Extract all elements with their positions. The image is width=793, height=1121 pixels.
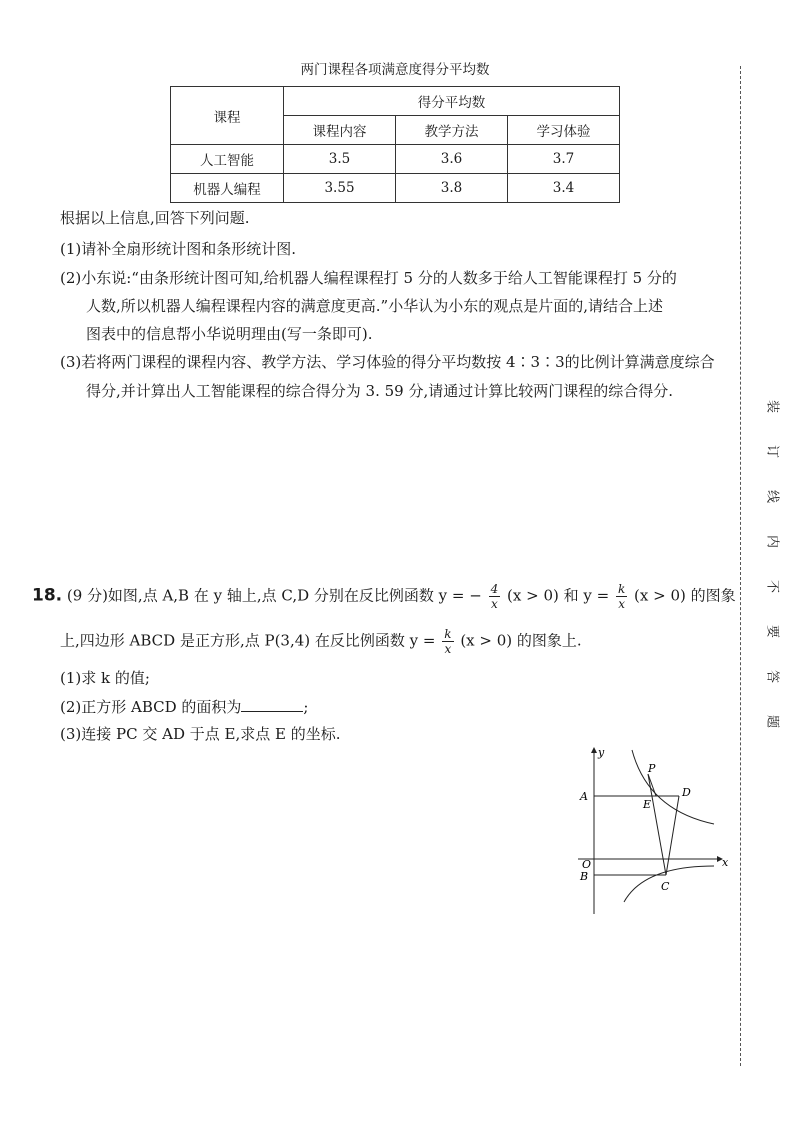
- label-O: O: [582, 858, 592, 871]
- q18-text: (9 分)如图,点 A,B 在 y 轴上,点 C,D 分别在反比例函数 y = −: [66, 586, 482, 605]
- segment-PE: [648, 774, 656, 796]
- label-E: E: [643, 798, 652, 811]
- table-col-header: 课程内容: [284, 116, 396, 145]
- label-x: x: [722, 856, 729, 869]
- q18-line1: [32, 582, 736, 611]
- scores-table: [170, 86, 620, 203]
- table-cell: 3.8: [396, 174, 508, 203]
- q18-text: (x > 0) 和 y =: [507, 586, 610, 605]
- coordinate-figure: [568, 742, 732, 918]
- fraction: $\frac{k}{x}$: [617, 582, 626, 611]
- q17-part2-line1: (2)小东说:“由条形统计图可知,给机器人编程课程打 5 分的人数多于给人工智能课程打 5 分的: [60, 269, 677, 287]
- fraction: $\frac{k}{x}$: [444, 627, 452, 656]
- binding-dashed-line: [740, 66, 741, 1066]
- answer-blank[interactable]: [241, 697, 303, 712]
- q18-text: (x > 0) 的图象: [634, 586, 736, 605]
- table-row: [171, 145, 620, 174]
- table-cell: 3.4: [508, 174, 620, 203]
- table-col-header: 学习体验: [508, 116, 620, 145]
- binding-notice: 装 订 线 内 不 要 答 题: [764, 399, 780, 728]
- q17-part2-line2: 人数,所以机器人编程课程内容的满意度更高.”小华认为小东的观点是片面的,请结合上述: [86, 297, 663, 315]
- table-col-header: 教学方法: [396, 116, 508, 145]
- q18-sub3: (3)连接 PC 交 AD 于点 E,求点 E 的坐标.: [60, 725, 341, 743]
- table-cell: 3.55: [284, 174, 396, 203]
- table-row: [171, 174, 620, 203]
- q18-number: 18.: [32, 585, 63, 606]
- q18-text: (x > 0) 的图象上.: [460, 631, 582, 650]
- label-y: y: [598, 746, 605, 759]
- table-group-header: 得分平均数: [284, 87, 620, 116]
- segment-PC: [648, 774, 666, 875]
- table-row-name: 人工智能: [171, 145, 284, 174]
- table-cell: 3.6: [396, 145, 508, 174]
- label-P: P: [648, 762, 656, 775]
- curve-k: [632, 750, 714, 824]
- q18-text: 上,四边形 ABCD 是正方形,点 P(3,4) 在反比例函数 y =: [60, 631, 436, 650]
- label-C: C: [661, 880, 670, 893]
- q18-sub1: (1)求 k 的值;: [60, 669, 150, 687]
- q17-part1: (1)请补全扇形统计图和条形统计图.: [60, 240, 297, 258]
- q17-part3-line1: (3)若将两门课程的课程内容、教学方法、学习体验的得分平均数按 4∶3∶3的比例计算满意度综合: [60, 353, 715, 371]
- table-title: 两门课程各项满意度得分平均数: [300, 62, 490, 78]
- table-cell: 3.5: [284, 145, 396, 174]
- q18-line2: [60, 627, 582, 656]
- q17-part2-line3: 图表中的信息帮小华说明理由(写一条即可).: [86, 325, 373, 343]
- q17-intro: 根据以上信息,回答下列问题.: [60, 209, 250, 227]
- label-D: D: [682, 786, 691, 799]
- label-A: A: [580, 790, 588, 803]
- q17-part3-line2: 得分,并计算出人工智能课程的综合得分为 3. 59 分,请通过计算比较两门课程的综合得分.: [86, 382, 674, 400]
- table-cell: 3.7: [508, 145, 620, 174]
- table-corner-header: 课程: [171, 87, 284, 145]
- q18-sub2: (2)正方形 ABCD 的面积为 ;: [60, 698, 309, 716]
- table-row-name: 机器人编程: [171, 174, 284, 203]
- label-B: B: [580, 870, 589, 883]
- fraction: $\frac{4}{x}$: [490, 582, 499, 611]
